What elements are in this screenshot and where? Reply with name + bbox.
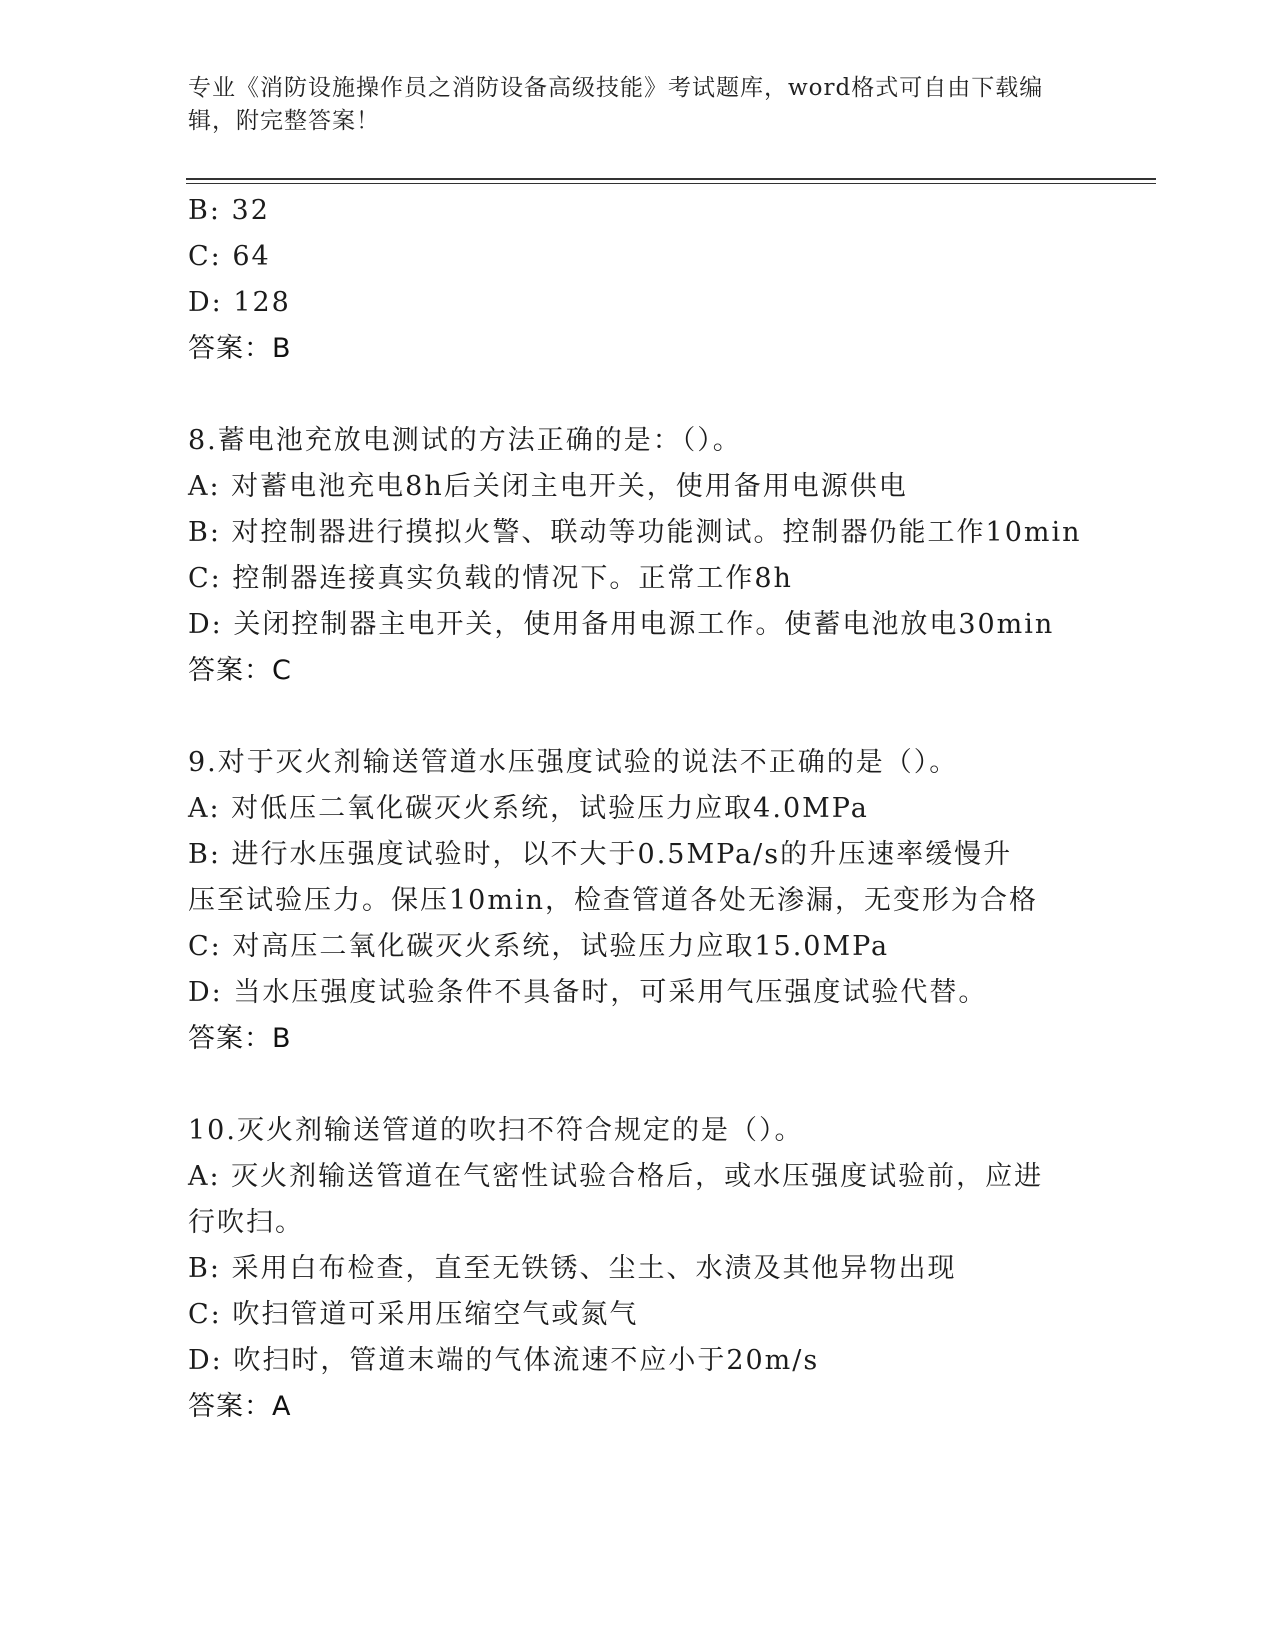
option-d: D: 128 bbox=[188, 287, 291, 318]
answer-label: 答案：B bbox=[188, 1023, 292, 1054]
question-stem: 10.灭火剂输送管道的吹扫不符合规定的是（）。 bbox=[188, 1115, 804, 1146]
option-c: C: 64 bbox=[188, 241, 271, 272]
question-stem: 9.对于灭火剂输送管道水压强度试验的说法不正确的是（）。 bbox=[188, 747, 959, 778]
header-divider bbox=[186, 178, 1156, 180]
option-a: A: 灭火剂输送管道在气密性试验合格后，或水压强度试验前，应进行吹扫。 bbox=[188, 1161, 1044, 1238]
answer-label: 答案：C bbox=[188, 655, 292, 686]
option-b: B: 进行水压强度试验时，以不大于0.5MPa/s的升压速率缓慢升压至试验压力。保压10min，检查管道各处无渗漏，无变形为合格 bbox=[188, 839, 1038, 916]
spacer bbox=[188, 694, 1088, 740]
header-divider-thin bbox=[186, 183, 1156, 184]
option-b: B: 32 bbox=[188, 195, 270, 226]
spacer bbox=[188, 372, 1088, 418]
option-a: A: 对蓄电池充电8h后关闭主电开关，使用备用电源供电 bbox=[188, 471, 908, 502]
option-c: C: 吹扫管道可采用压缩空气或氮气 bbox=[188, 1299, 639, 1330]
question-block-9 bbox=[188, 740, 1088, 1062]
question-block-8 bbox=[188, 418, 1088, 694]
question-block-10 bbox=[188, 1108, 1088, 1430]
answer-label: 答案：B bbox=[188, 333, 292, 364]
option-a: A: 对低压二氧化碳灭火系统，试验压力应取4.0MPa bbox=[188, 793, 869, 824]
option-c: C: 控制器连接真实负载的情况下。正常工作8h bbox=[188, 563, 793, 594]
option-d: D: 吹扫时，管道末端的气体流速不应小于20m/s bbox=[188, 1345, 820, 1376]
option-d: D: 关闭控制器主电开关，使用备用电源工作。使蓄电池放电30min bbox=[188, 609, 1055, 640]
option-b: B: 对控制器进行摸拟火警、联动等功能测试。控制器仍能工作10min bbox=[188, 517, 1082, 548]
option-b: B: 采用白布检查，直至无铁锈、尘土、水渍及其他异物出现 bbox=[188, 1253, 957, 1284]
question-block-continued bbox=[188, 188, 1088, 372]
question-list bbox=[188, 188, 1088, 1430]
question-stem: 8.蓄电池充放电测试的方法正确的是：（）。 bbox=[188, 425, 742, 456]
option-c: C: 对高压二氧化碳灭火系统，试验压力应取15.0MPa bbox=[188, 931, 890, 962]
spacer bbox=[188, 1062, 1088, 1108]
answer-label: 答案：A bbox=[188, 1391, 292, 1422]
document-header: 专业《消防设施操作员之消防设备高级技能》考试题库，word格式可自由下载编辑，附完整答案！ bbox=[188, 75, 1044, 134]
option-d: D: 当水压强度试验条件不具备时，可采用气压强度试验代替。 bbox=[188, 977, 988, 1008]
